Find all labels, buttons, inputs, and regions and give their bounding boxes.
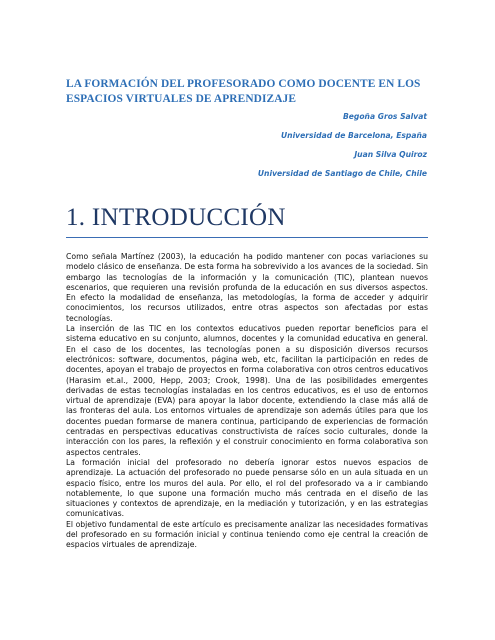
paragraph: La inserción de las TIC en los contextos educativos pueden reportar beneficios para el sistema educativo en su conjunto, alumnos, docentes y la comunidad educativa en general. En el caso de los docentes, las tecnologías ponen a su disposición diversos recursos electrónicos: software, documentos, página web, etc, facilitan la participación en redes de docentes, apoyan el trabajo de proyectos en forma colaborativa con otros centros educativos (Harasim et.al., 2000, Hepp, 2003; Crook, 1998). Una de las posibilidades emergentes derivadas de estas tecnologías instaladas en los centros educativos, es el uso de entornos virtual de aprendizaje (EVA) para apoyar la labor docente, extendiendo la clase más allá de las fronteras del aula. Los entornos virtuales de aprendizaje son además útiles para que los docentes puedan formarse de manera continua, participando de experiencias de formación centradas en perspectivas educativas constructivista de raíces socio culturales, donde la interacción con los pares, la reflexión y el construir conocimiento en forma colaborativa son aspectos centrales.	[66, 324, 428, 457]
author-name: Juan Silva Quiroz	[354, 150, 427, 159]
paragraph: El objetivo fundamental de este artículo es precisamente analizar las necesidades formativas del profesorado en su formación inicial y continua teniendo como eje central la creación de espacios virtuales de aprendizaje.	[66, 519, 428, 550]
paragraph: La formación inicial del profesorado no debería ignorar estos nuevos espacios de aprendizaje. La actuación del profesorado no puede pensarse sólo en un aula situada en un espacio físico, entre los muros del aula. Por ello, el rol del profesorado va a ir cambiando notablemente, lo que supone una formación mucho más centrada en el diseño de las situaciones y contextos de aprendizaje, en la mediación y tutorización, y en las estrategias comunicativas.	[66, 457, 428, 519]
author-name: Begoña Gros Salvat	[342, 112, 427, 121]
section-heading: 1. INTRODUCCIÓN	[66, 204, 286, 231]
heading-rule	[66, 237, 428, 238]
document-title: LA FORMACIÓN DEL PROFESORADO COMO DOCENTE EN LOS ESPACIOS VIRTUALES DE APRENDIZAJE	[66, 78, 421, 105]
body-text	[66, 252, 428, 551]
paragraph: Como señala Martínez (2003), la educación ha podido mantener con pocas variaciones su modelo clásico de enseñanza. De esta forma ha sobrevivido a los avances de la sociedad. Sin embargo las tecnologías de la información y la comunicación (TIC), plantean nuevos escenarios, que requieren una revisión profunda de la educación en sus diversos aspectos. En efecto la modalidad de enseñanza, las metodologías, la forma de acceder y adquirir conocimientos, los recursos utilizados, entre otras aspectos son afectadas por estas tecnologías.	[66, 252, 428, 323]
author-block	[258, 111, 427, 187]
author-affiliation: Universidad de Santiago de Chile, Chile	[257, 169, 427, 178]
author-affiliation: Universidad de Barcelona, España	[281, 131, 427, 140]
